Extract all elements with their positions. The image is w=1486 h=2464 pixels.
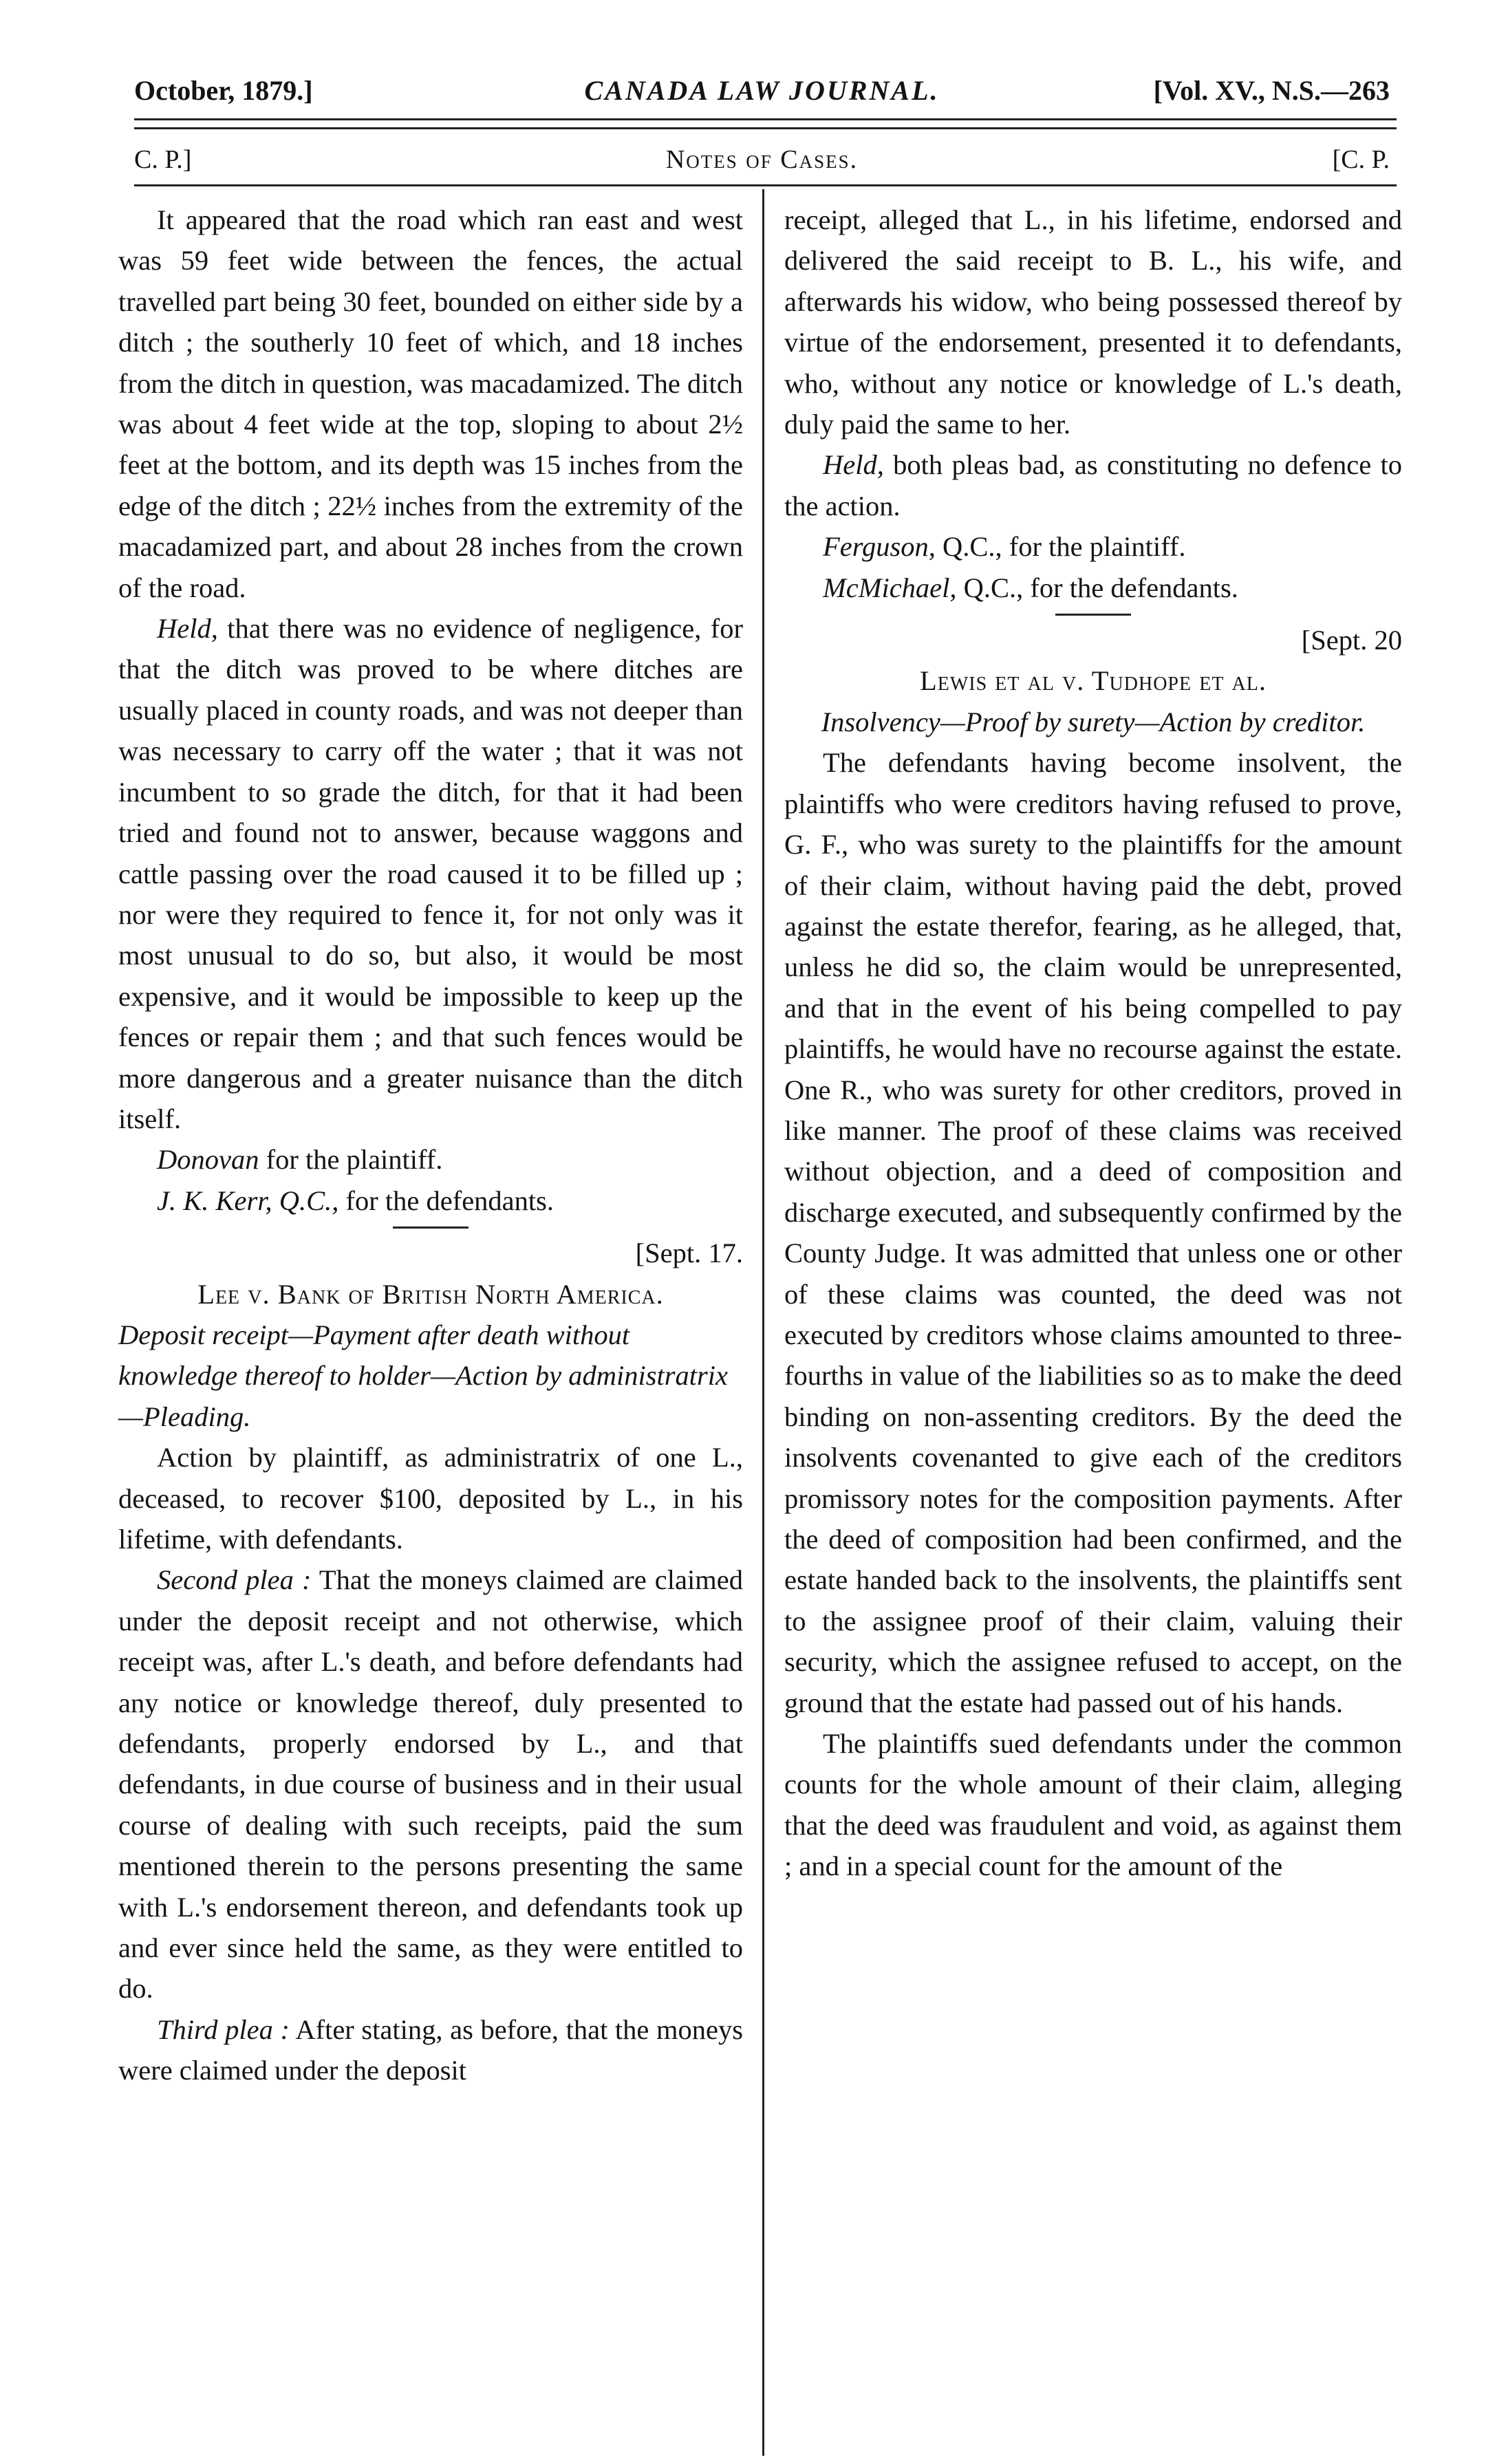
counsel-role: for the defendants. — [338, 1185, 554, 1216]
column-divider — [762, 189, 764, 2456]
road-facts-paragraph: It appeared that the road which ran east and west was 59 feet wide between the fences, the actual travelled part being 30 feet, bounded on either side by a ditch ; the southerly 10 feet of which, and 18 inches from the ditch in question, was macadamized. The ditch was about 4 feet wide at the top, sloping to about 2½ feet at the bottom, and its depth was 15 inches from the edge of the ditch ; 22½ inches from the extremity of the macadamized part, and about 28 inches from the crown of the road. — [118, 204, 743, 603]
section-title: Notes of Cases. — [665, 145, 859, 174]
section-subhead — [134, 144, 1390, 179]
subhead-rule — [134, 184, 1397, 186]
counsel-line — [784, 568, 1402, 608]
held-text: both pleas bad, as constituting no defence to the action. — [784, 449, 1402, 521]
insolvency-facts-paragraph: The defendants having become insolvent, the plaintiffs who were creditors having refused to prove, G. F., who was surety to the plaintiffs for the amount of their claim, without having paid the debt, proved against the estate therefor, fearing, as he alleged, that, unless he did so, the claim would be unrepresented, and that in the event of his being compelled to pay plaintiffs, he would have no recourse against the estate. One R., who was surety for other creditors, proved in like manner. The proof of these claims was received without objection, and a deed of composition and discharge executed, and subsequently confirmed by the County Judge. It was admitted that unless one or other of these claims was counted, the deed was not executed by creditors whose claims amounted to three-fourths in value of the liabilities so as to make the deed binding on non-assenting creditors. By the deed the insolvents covenanted to give each of the creditors promissory notes for the composition payments. After the deed of composition had been confirmed, and the estate handed back to the insolvents, the plaintiffs sent to the assignee proof of their claim, valuing their security, which the assignee refused to accept, on the ground that the estate had passed out of his hands. — [784, 747, 1402, 1718]
third-plea-paragraph — [118, 2009, 743, 2091]
counsel-role: Q.C., for the defendants. — [956, 572, 1238, 603]
second-plea-paragraph — [118, 1559, 743, 2009]
plea-label: Second plea : — [157, 1564, 312, 1596]
held-label: Held, — [157, 613, 218, 645]
header-double-rule — [134, 118, 1397, 129]
case-date: [Sept. 20 — [1301, 625, 1402, 656]
held-label: Held, — [823, 449, 884, 481]
case-title: Lewis et al v. Tudhope et al. — [919, 665, 1267, 697]
plea-label: Third plea : — [157, 2013, 290, 2045]
plea-text: After stating, as before, that the moneys were claimed under the deposit — [118, 2013, 744, 2086]
right-column — [784, 199, 1402, 1887]
plea-continuation-paragraph: receipt, alleged that L., in his lifetime, endorsed and delivered the said receipt to B. L., his wife, and afterwards his widow, who being possessed thereof by virtue of the endorsement, presented it to defendants, who, without any notice or knowledge of L.'s death, duly paid the same to her. — [784, 204, 1402, 440]
court-right: [C. P. — [1332, 145, 1390, 174]
case-headnote: Insolvency—Proof by surety—Action by creditor. — [821, 706, 1366, 737]
volume-page: [Vol. XV., N.S.—263 — [1153, 75, 1390, 106]
case-title: Lee v. Bank of British North America. — [197, 1278, 664, 1310]
counsel-role: for the plaintiff. — [259, 1144, 443, 1176]
held-text: that there was no evidence of negligence, for that the ditch was proved to be where ditches are usually placed in county roads, and was not deeper than was necessary to carry off the water ; that it was not incumbent to so grade the ditch, for that it had been tried and found not to answer, because waggons and cattle passing over the road caused it to be filled up ; nor were they required to fence it, for not only was it most unusual to do so, but also, it would be most expensive, and it would be impossible to keep up the fences or repair them ; and that such fences would be more dangerous and a greater nuisance than the ditch itself. — [118, 613, 743, 1134]
counsel-name: J. K. Kerr, Q.C., — [157, 1185, 339, 1216]
counsel-role: Q.C., for the plaintiff. — [935, 531, 1186, 563]
plea-text: That the moneys claimed are claimed under the deposit receipt and not otherwise, which receipt was, after L.'s death, and before defendants had any notice or knowledge thereof, duly presented to defendants, properly endorsed by L., and that defendants, in due course of business and in their usual course of dealing with such receipts, paid the sum mentioned therein to the persons presenting the same with L.'s endorsement thereon, and defendants took up and ever since held the same, as they were entitled to do. — [118, 1564, 743, 2004]
action-paragraph: Action by plaintiff, as administratrix of one L., deceased, to recover $100, deposited by L., in his lifetime, with defendants. — [118, 1442, 743, 1555]
counsel-name: Ferguson, — [823, 531, 936, 563]
case-headnote: Deposit receipt—Payment after death without knowledge thereof to holder—Action by administratrix—Pleading. — [118, 1319, 728, 1432]
counsel-line — [118, 1139, 743, 1180]
running-head — [134, 74, 1390, 122]
counsel-line — [118, 1180, 743, 1221]
held-paragraph — [784, 444, 1402, 526]
held-paragraph — [118, 608, 743, 1139]
counsel-name: McMichael, — [823, 572, 957, 603]
case-separator-rule — [393, 1226, 469, 1229]
case-separator-rule — [1055, 614, 1131, 616]
counsel-name: Donovan — [157, 1144, 259, 1176]
case-date: [Sept. 17. — [635, 1238, 743, 1269]
court-left: C. P.] — [134, 145, 192, 174]
journal-title: CANADA LAW JOURNAL. — [584, 75, 940, 106]
issue-date: October, 1879.] — [134, 75, 313, 106]
counsel-line — [784, 526, 1402, 567]
left-column — [118, 199, 743, 2091]
plaintiffs-sued-paragraph: The plaintiffs sued defendants under the common counts for the whole amount of their claim, alleging that the deed was fraudulent and void, as against them ; and in a special count for the amount of the — [784, 1728, 1402, 1882]
